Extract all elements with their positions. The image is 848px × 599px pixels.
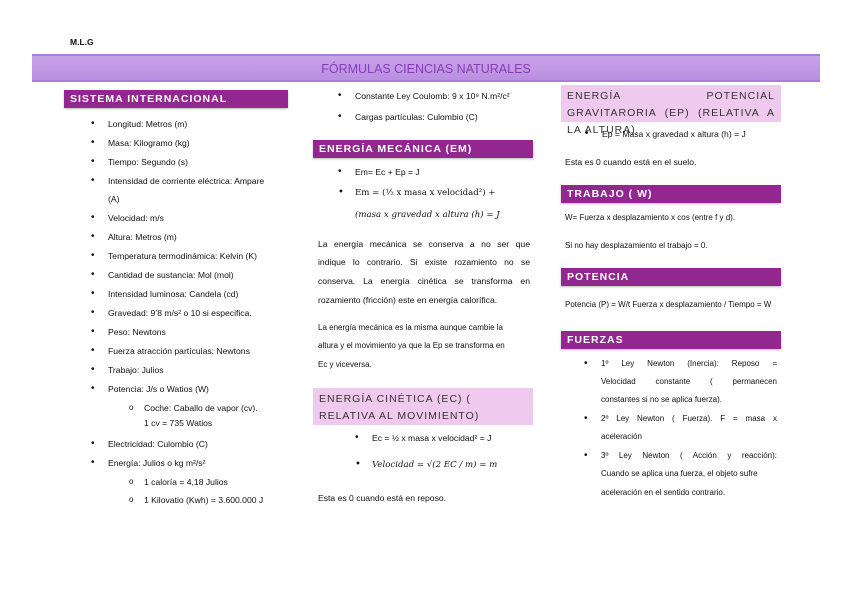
list-item: • Electricidad: Culombio (C) (108, 438, 208, 450)
list-item: • Potencia: J/s o Watios (W) (108, 383, 209, 395)
list-item: • Fuerza atracción partículas: Newtons (108, 345, 250, 357)
list-item: (A) (108, 194, 120, 204)
paragraph-line: La energía mecánica es la misma aunque cambie la (318, 323, 503, 332)
formula-line: • Em = (½ x masa x velocidad²) + (355, 187, 495, 199)
list-item: • Intensidad luminosa: Candela (cd) (108, 288, 238, 300)
list-item: • Energía: Julios o kg m²/s² (108, 457, 205, 469)
list-item: • Ep = Masa x gravedad x altura (h) = J (602, 128, 746, 140)
paragraph-line: Si no hay desplazamiento el trabajo = 0. (565, 241, 708, 250)
list-item: • Ec = ½ x masa x velocidad² = J (372, 432, 491, 444)
list-item: aceleración en el sentido contrario. (601, 488, 726, 497)
list-item: • Cargas partículas: Culombio (C) (355, 111, 478, 123)
author-initials: M.L.G (70, 37, 94, 47)
list-item: • Cantidad de sustancia: Mol (mol) (108, 269, 234, 281)
list-item: o 1 Kilovatio (Kwh) = 3.600.000 J (144, 494, 263, 506)
list-item: • Longitud: Metros (m) (108, 118, 187, 130)
section-header-sistema-internacional: SISTEMA INTERNACIONAL (64, 90, 288, 108)
section-header-potencia: POTENCIA (561, 268, 781, 286)
paragraph-line: indique lo contrario. Si existe rozamiento no se (318, 257, 530, 267)
section-header-energia-cinetica: ENERGÍA CINÉTICA (EC) ( RELATIVA AL MOVIMIENTO) (313, 388, 533, 425)
list-item: Cuando se aplica una fuerza, el objeto sufre (601, 469, 758, 478)
list-item: • Peso: Newtons (108, 326, 166, 338)
paragraph-line: altura y el movimiento ya que la Ep se transforma en (318, 341, 505, 350)
list-item: • Tiempo: Segundo (s) (108, 156, 188, 168)
list-item: • 3º Ley Newton ( Acción y reacción): (601, 450, 777, 462)
list-item: • Temperatura termodinámica: Kelvin (K) (108, 250, 257, 262)
list-item: • Intensidad de corriente eléctrica: Ampare (108, 175, 264, 187)
list-item: Velocidad constante ( permanecen (601, 377, 777, 386)
formula-line: (masa x gravedad x altura (h) = J (355, 210, 500, 220)
list-item: • Altura: Metros (m) (108, 231, 177, 243)
paragraph-line: La energía mecánica se conserva a no ser que (318, 239, 530, 249)
formula-line: • Velocidad = √(2 EC / m) = m (372, 459, 497, 471)
formula-line: Potencia (P) = W/t Fuerza x desplazamiento / Tiempo = W (565, 300, 772, 309)
list-item: • 2º Ley Newton ( Fuerza). F = masa x (601, 413, 777, 425)
list-item: • Masa: Kilogramo (kg) (108, 137, 190, 149)
list-item: • Velocidad: m/s (108, 212, 164, 224)
paragraph-line: conserva. La energía cinética se transforma en (318, 276, 530, 286)
section-header-fuerzas: FUERZAS (561, 331, 781, 349)
paragraph-line: Ec y viceversa. (318, 360, 372, 369)
list-item: constantes si no se aplica fuerza). (601, 395, 722, 404)
section-header-energia-mecanica: ENERGÍA MECÁNICA (EM) (313, 140, 533, 158)
section-header-energia-potencial: ENERGÍA POTENCIAL GRAVITARORIA (EP) (RELATIVA A LA ALTURA) (561, 85, 781, 122)
list-item: • 1º Ley Newton (Inercia): Reposo = (601, 358, 777, 370)
list-item: • Trabajo: Julios (108, 364, 164, 376)
paragraph-line: W= Fuerza x desplazamiento x cos (entre f y d). (565, 213, 736, 222)
section-header-trabajo: TRABAJO ( W) (561, 185, 781, 203)
list-item: o Coche: Caballo de vapor (cv). (144, 402, 258, 414)
list-item: • Gravedad: 9’8 m/s² o 10 si especifica. (108, 307, 252, 319)
paragraph-line: rozamiento (fricción) este en energía calorífica. (318, 295, 498, 305)
list-item: aceleración (601, 432, 642, 441)
list-item: o 1 caloría = 4,18 Julios (144, 476, 228, 488)
page-title: FÓRMULAS CIENCIAS NATURALES (32, 54, 820, 82)
list-item: 1 cv = 735 Watios (144, 418, 213, 428)
list-item: • Em= Ec + Ep = J (355, 166, 420, 178)
note-line: Esta es 0 cuando está en reposo. (318, 493, 447, 503)
note-line: Esta es 0 cuando está en el suelo. (565, 157, 697, 167)
list-item: • Constante Ley Coulomb: 9 x 10⁹ N.m²/c² (355, 90, 510, 102)
